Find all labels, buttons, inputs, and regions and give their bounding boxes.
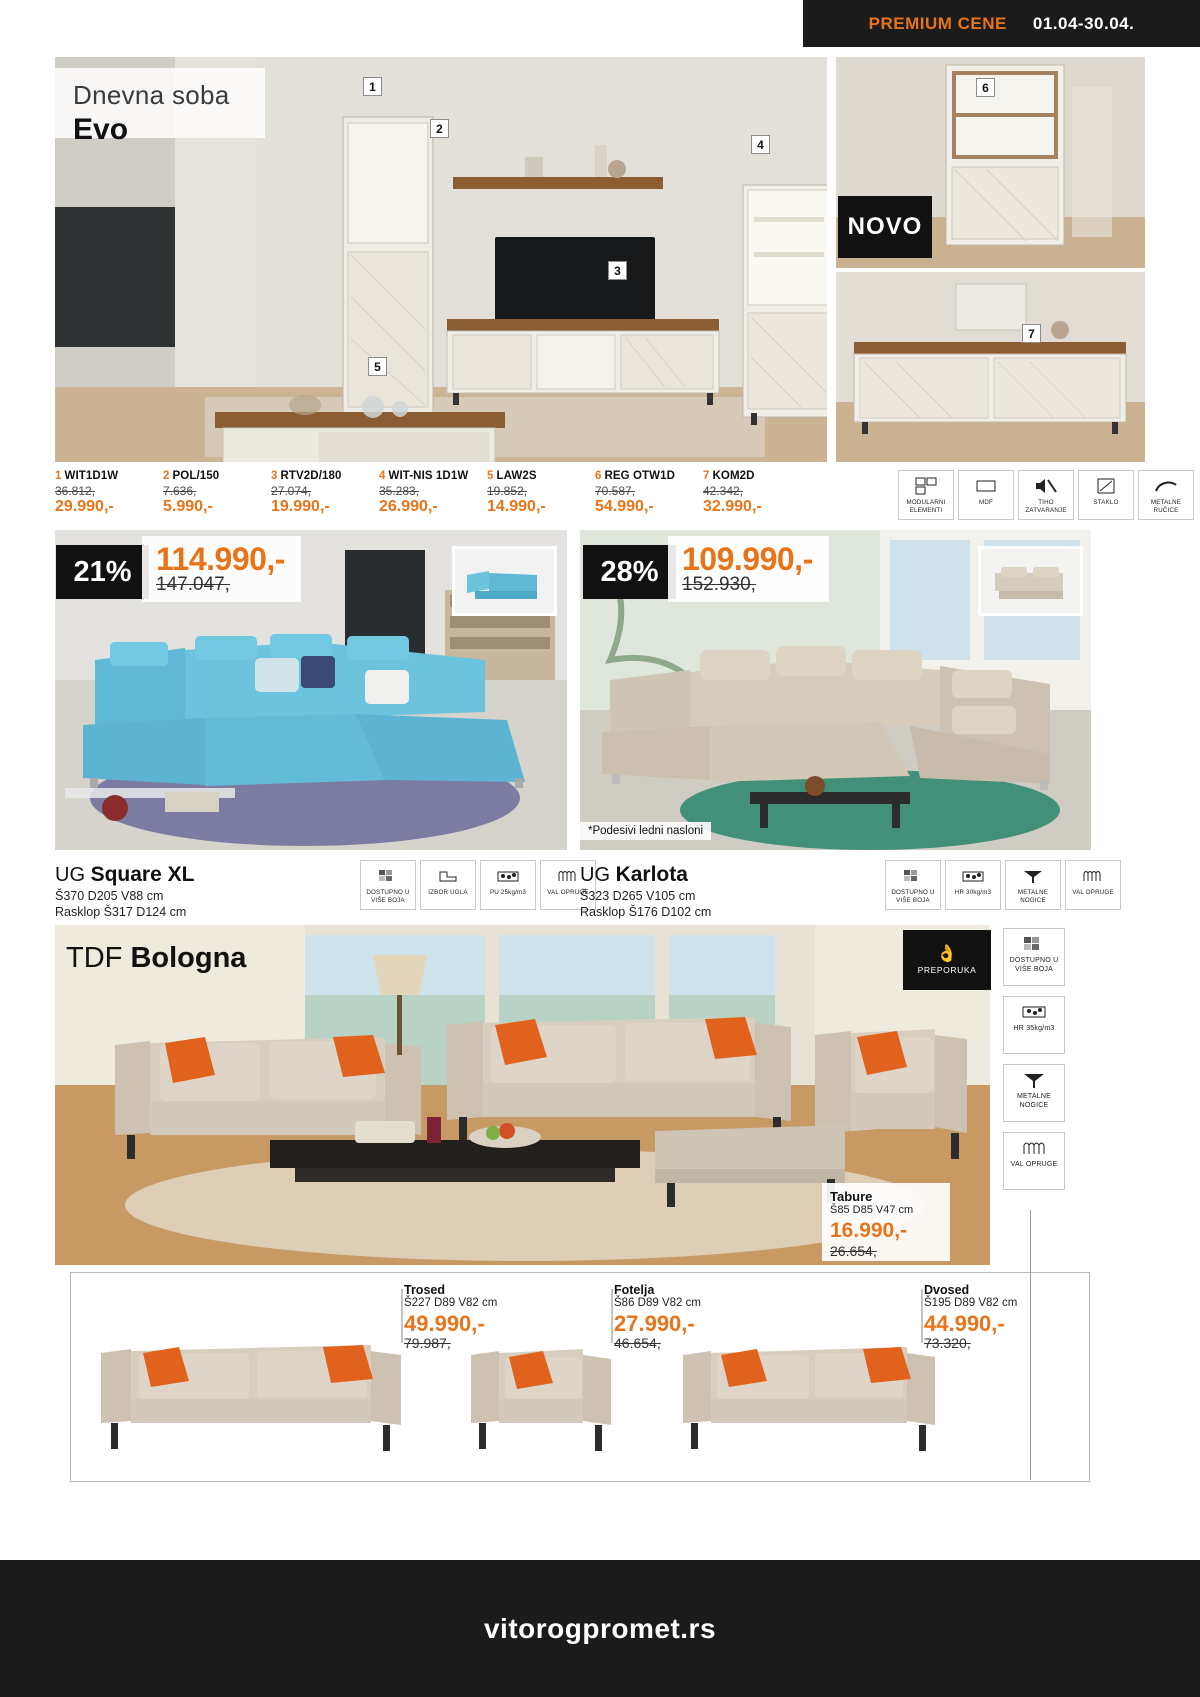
evo-price-list	[55, 470, 815, 516]
square-xl-title: UG Square XL	[55, 863, 195, 886]
callout-5: 5	[368, 357, 387, 376]
evo-item-new-price: 54.990,-	[595, 498, 654, 515]
item-name: Dvosed	[924, 1283, 970, 1297]
square-xl-old-price: 147.047,	[156, 574, 230, 595]
feature-caption: MDF	[978, 499, 993, 506]
feature-caption: VAL OPRUGE	[1072, 889, 1114, 896]
feature-caption: PU 25kg/m3	[489, 889, 527, 896]
square-xl-caption	[55, 863, 194, 919]
karlota-discount-badge: 28%	[583, 545, 676, 599]
evo-item-name: 3 RTV2D/180	[271, 470, 342, 482]
square-xl-price: 114.990,-	[156, 541, 285, 577]
evo-item-new-price: 29.990,-	[55, 498, 114, 515]
callout-1: 1	[363, 77, 382, 96]
feature-caption: DOSTUPNO U VIŠE BOJA	[1009, 957, 1059, 973]
feature-hr-foam	[1003, 996, 1065, 1054]
item-price: 44.990,-	[924, 1311, 1005, 1336]
feature-multi-color	[885, 860, 941, 910]
feature-caption: DOSTUPNO U VIŠE BOJA	[891, 889, 935, 904]
evo-title-block	[55, 68, 265, 146]
item-dim: Š195 D89 V82 cm	[924, 1297, 1018, 1309]
evo-item-name: 4 WIT-NIS 1D1W	[379, 470, 469, 482]
novo-badge: NOVO	[838, 196, 932, 258]
feature-caption: METALNE NOGICE	[1017, 889, 1049, 904]
feature-mdf	[958, 470, 1014, 520]
multi-color-icon	[902, 865, 924, 887]
square-xl-dim2: Rasklop Š317 D124 cm	[55, 905, 187, 919]
feature-caption: IZBOR UGLA	[428, 889, 468, 896]
tabure-price-box	[822, 1183, 950, 1261]
item-old-price: 46.654,	[614, 1335, 661, 1351]
square-xl-price-box	[142, 536, 301, 602]
feature-caption: STAKLO	[1093, 499, 1119, 506]
mdf-icon	[975, 475, 997, 497]
hr-foam-icon	[1021, 1001, 1047, 1023]
feature-caption: TIHO ZATVARANJE	[1025, 499, 1067, 514]
promo-label: PREMIUM CENE	[868, 13, 1007, 33]
item-name: Trosed	[404, 1283, 445, 1297]
bologna-items-illustration	[71, 1273, 1089, 1481]
multi-color-icon	[1022, 933, 1046, 955]
square-xl-feature-icons	[360, 860, 596, 910]
feature-multi-color	[360, 860, 416, 910]
karlota-price: 109.990,-	[682, 541, 813, 577]
evo-item-name: 7 KOM2D	[703, 470, 755, 482]
feature-caption: METALNE RUČICE	[1150, 499, 1182, 514]
recommendation-label: PREPORUKA	[917, 965, 977, 975]
item-price: 27.990,-	[614, 1311, 695, 1336]
evo-feature-icons	[898, 470, 1194, 520]
evo-item-old-price: 36.812,	[55, 484, 96, 498]
wave-spring-icon	[1081, 865, 1105, 887]
page-footer	[0, 1560, 1200, 1697]
bologna-title	[66, 942, 246, 975]
evo-price-item	[379, 470, 487, 516]
evo-sideboard-illustration	[836, 272, 1145, 462]
item-dim: Š86 D89 V82 cm	[614, 1297, 701, 1309]
square-xl-thumbnail	[452, 546, 557, 616]
feature-pu-foam	[480, 860, 536, 910]
evo-price-item	[163, 470, 271, 516]
karlota-feature-icons	[885, 860, 1121, 910]
feature-caption: MODULARNI ELEMENTI	[906, 499, 946, 514]
evo-title-line1: Dnevna soba	[73, 80, 230, 110]
bologna-brand: TDF	[66, 942, 123, 974]
item-name: Fotelja	[614, 1283, 655, 1297]
evo-item-old-price: 7.636,	[163, 484, 197, 498]
evo-price-item	[271, 470, 379, 516]
item-price: 49.990,-	[404, 1311, 485, 1336]
glass-icon	[1095, 475, 1117, 497]
callout-7: 7	[1022, 324, 1041, 343]
evo-item-old-price: 70.587,	[595, 484, 636, 498]
tabure-price: 16.990,-	[830, 1219, 908, 1242]
multi-color-icon	[377, 865, 399, 887]
metal-legs-icon	[1022, 1069, 1046, 1091]
evo-price-item	[703, 470, 811, 516]
metal-legs-icon	[1022, 865, 1044, 887]
recommendation-badge	[903, 930, 991, 990]
feature-modular-elements	[898, 470, 954, 520]
tabure-old-price: 26.654,	[830, 1243, 877, 1259]
evo-item-old-price: 35.283,	[379, 484, 420, 498]
feature-caption: VAL OPRUGE	[1010, 1161, 1058, 1168]
website-url: vitorogpromet.rs	[483, 1612, 717, 1644]
evo-item-name: 5 LAW2S	[487, 470, 537, 482]
feature-hr-foam	[945, 860, 1001, 910]
tabure-connector-line	[1030, 1210, 1031, 1480]
evo-item-old-price: 19.852,	[487, 484, 528, 498]
item-old-price: 73.320,	[924, 1335, 971, 1351]
feature-caption: HR 30kg/m3	[954, 889, 992, 896]
karlota-dim1: Š323 D265 V105 cm	[580, 889, 696, 903]
item-old-price: 79.987,	[404, 1335, 451, 1351]
ok-hand-icon: 👌	[936, 944, 958, 963]
karlota-thumb-illustration	[981, 549, 1081, 613]
item-dim: Š227 D89 V82 cm	[404, 1297, 498, 1309]
evo-item-name: 6 REG OTW1D	[595, 470, 676, 482]
evo-item-new-price: 14.990,-	[487, 498, 546, 515]
bologna-feature-icons	[1003, 928, 1065, 1190]
evo-price-item	[55, 470, 163, 516]
evo-sideboard-photo	[836, 272, 1145, 462]
karlota-dim2: Rasklop Š176 D102 cm	[580, 905, 712, 919]
promo-header	[803, 0, 1200, 47]
square-xl-discount-badge: 21%	[56, 545, 149, 599]
soft-close-icon	[1034, 475, 1058, 497]
karlota-price-box	[668, 536, 829, 602]
hr-foam-icon	[961, 865, 985, 887]
evo-item-new-price: 32.990,-	[703, 498, 762, 515]
wave-spring-icon	[1021, 1137, 1047, 1159]
feature-caption: METALNE NOGICE	[1017, 1093, 1051, 1109]
karlota-caption	[580, 863, 711, 919]
promo-dates: 01.04-30.04.	[1032, 13, 1135, 33]
evo-item-old-price: 27.074,	[271, 484, 312, 498]
evo-item-new-price: 5.990,-	[163, 498, 213, 515]
feature-corner-choice	[420, 860, 476, 910]
feature-metal-legs	[1005, 860, 1061, 910]
feature-wave-spring	[1065, 860, 1121, 910]
karlota-title: UG Karlota	[580, 863, 688, 886]
karlota-thumbnail	[978, 546, 1083, 616]
evo-title-line2: Evo	[73, 113, 129, 146]
feature-caption: DOSTUPNO U VIŠE BOJA	[366, 889, 410, 904]
square-xl-dim1: Š370 D205 V88 cm	[55, 889, 164, 903]
pu-foam-icon	[496, 865, 520, 887]
karlota-old-price: 152.930,	[682, 574, 756, 595]
metal-handles-icon	[1154, 475, 1178, 497]
feature-wave-spring	[1003, 1132, 1065, 1190]
callout-4: 4	[751, 135, 770, 154]
feature-metal-handles	[1138, 470, 1194, 520]
feature-caption: VAL OPRUGE	[547, 889, 589, 896]
bologna-name: Bologna	[130, 942, 247, 974]
evo-item-new-price: 19.990,-	[271, 498, 330, 515]
evo-price-item	[487, 470, 595, 516]
feature-glass	[1078, 470, 1134, 520]
bologna-items-strip	[70, 1272, 1090, 1482]
feature-soft-close	[1018, 470, 1074, 520]
evo-item-name: 1 WIT1D1W	[55, 470, 119, 482]
callout-3: 3	[608, 261, 627, 280]
karlota-note: *Podesivi ledni nasloni	[580, 822, 711, 840]
wave-spring-icon	[556, 865, 580, 887]
feature-multi-color	[1003, 928, 1065, 986]
evo-item-new-price: 26.990,-	[379, 498, 438, 515]
corner-choice-icon	[437, 865, 459, 887]
evo-price-item	[595, 470, 703, 516]
callout-6: 6	[976, 78, 995, 97]
feature-metal-legs	[1003, 1064, 1065, 1122]
square-xl-thumb-illustration	[455, 549, 555, 613]
evo-item-name: 2 POL/150	[163, 470, 220, 482]
modular-elements-icon	[915, 475, 937, 497]
evo-item-old-price: 42.342,	[703, 484, 744, 498]
callout-2: 2	[430, 119, 449, 138]
tabure-name: Tabure	[830, 1189, 873, 1204]
feature-caption: HR 35kg/m3	[1013, 1025, 1055, 1032]
tabure-dim: Š85 D85 V47 cm	[830, 1204, 914, 1216]
